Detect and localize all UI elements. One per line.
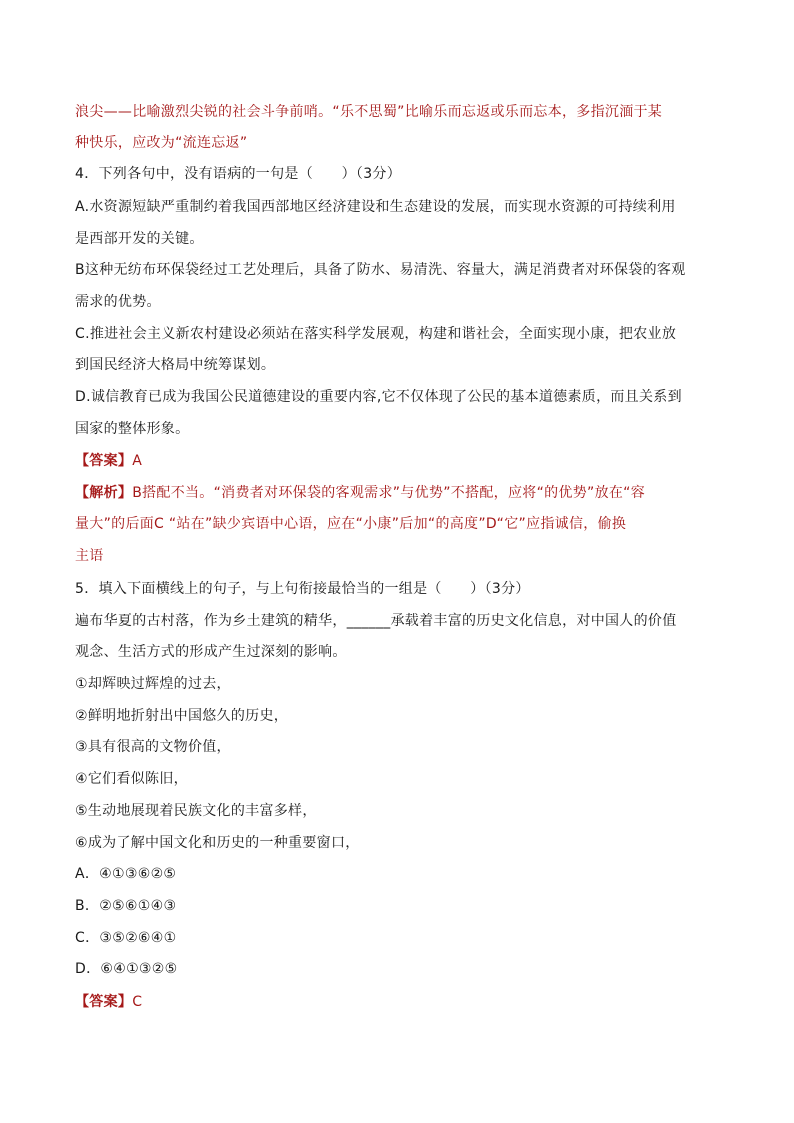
q4-option-d-line-1: D.诚信教育已成为我国公民道德建设的重要内容,它不仅体现了公民的基本道德素质，而且关系到: [75, 389, 682, 405]
q4-option-c-line-1: C.推进社会主义新农村建设必须站在落实科学发展观，构建和谐社会，全面实现小康，把农业放: [75, 326, 677, 342]
q4-analysis-line-2: 量大”的后面C “站在”缺少宾语中心语，应在“小康”后加“的高度”D“它”应指诚信，偷换: [75, 516, 627, 532]
q4-answer-value: A: [132, 453, 143, 469]
q4-analysis-line-1: [75, 483, 645, 503]
q4-option-d-line-2: 国家的整体形象。: [75, 421, 190, 437]
q5-answer: [75, 992, 142, 1012]
q5-answer-value: C: [132, 994, 143, 1010]
q5-stem: 5．填入下面横线上的句子，与上句衔接最恰当的一组是（ ）（3分）: [75, 581, 530, 597]
q5-passage-line-2: 观念、生活方式的形成产生过深刻的影响。: [75, 644, 347, 660]
q5-sentence-item: ④它们看似陈旧，: [75, 771, 188, 787]
q5-sentence-item: ③具有很高的文物价值，: [75, 739, 231, 755]
q5-option-a: A．④①③⑥②⑤: [75, 866, 177, 882]
q4-option-a-line-1: A.水资源短缺严重制约着我国西部地区经济建设和生态建设的发展，而实现水资源的可持续利用: [75, 199, 676, 215]
q4-stem: 4．下列各句中，没有语病的一句是（ ）（3分）: [75, 166, 402, 182]
q3-explanation-line-2: 种快乐，应改为“流连忘返”: [75, 135, 248, 151]
q5-answer-label: 【答案】: [75, 994, 133, 1010]
q5-sentence-item: ⑥成为了解中国文化和历史的一种重要窗口，: [75, 835, 360, 851]
q4-option-a-line-2: 是西部开发的关键。: [75, 231, 204, 247]
q4-analysis-text-1: B搭配不当。“消费者对环保袋的客观需求”与优势”不搭配，应将“的优势”放在“容: [132, 485, 646, 501]
q4-answer: [75, 451, 142, 471]
q5-sentence-item: ⑤生动地展现着民族文化的丰富多样，: [75, 803, 317, 819]
q4-analysis-line-3: 主语: [75, 548, 104, 564]
q5-option-d: D．⑥④①③②⑤: [75, 961, 178, 977]
q5-sentence-item: ①却辉映过辉煌的过去，: [75, 676, 231, 692]
q4-option-b-line-1: B这种无纺布环保袋经过工艺处理后，具备了防水、易清洗、容量大，满足消费者对环保袋的客观: [75, 262, 686, 278]
q5-option-c: C．③⑤②⑥④①: [75, 930, 177, 946]
q4-option-c-line-2: 到国民经济大格局中统筹谋划。: [75, 357, 276, 373]
q3-explanation-line-1: 浪尖——比喻激烈尖锐的社会斗争前哨。“乐不思蜀”比喻乐而忘返或乐而忘本，多指沉湎于某: [75, 104, 663, 120]
q4-analysis-label: 【解析】: [75, 485, 133, 501]
q5-passage-line-1: 遍布华夏的古村落，作为乡土建筑的精华，______承载着丰富的历史文化信息，对中国人的价值: [75, 613, 677, 629]
q5-option-b: B．②⑤⑥①④③: [75, 898, 177, 914]
q5-sentence-item: ②鲜明地折射出中国悠久的历史，: [75, 708, 289, 724]
q4-option-b-line-2: 需求的优势。: [75, 294, 161, 310]
q4-answer-label: 【答案】: [75, 453, 133, 469]
